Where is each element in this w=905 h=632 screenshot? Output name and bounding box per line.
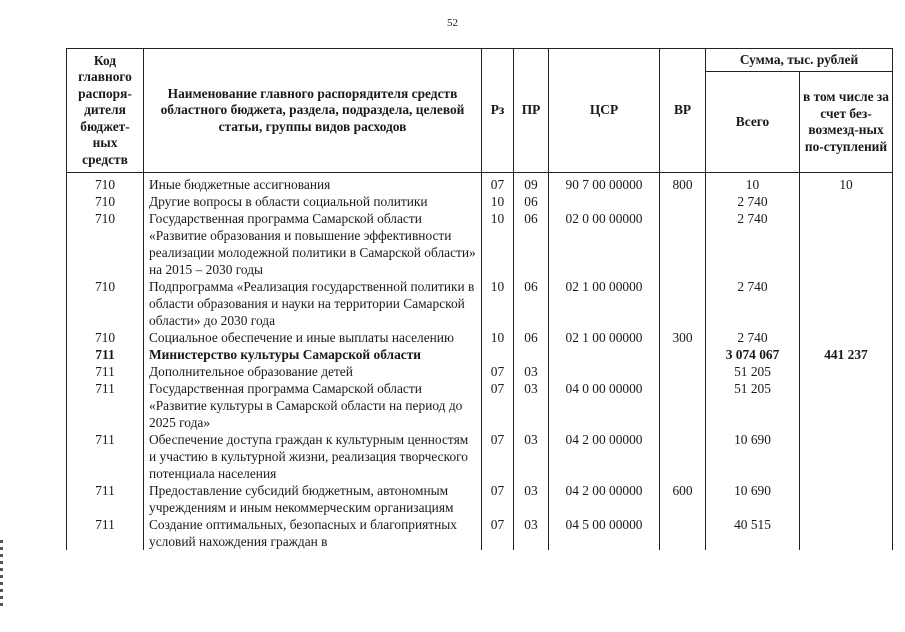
cell-free: 441 237	[800, 346, 893, 363]
table-row	[67, 363, 893, 380]
cell-pr: 06	[514, 329, 549, 346]
cell-pr: 06	[514, 193, 549, 210]
table-row	[67, 516, 893, 550]
cell-csr: 90 7 00 00000	[549, 173, 660, 194]
cell-free	[800, 380, 893, 431]
cell-rz: 07	[482, 516, 514, 550]
cell-name: Дополнительное образование детей	[144, 363, 482, 380]
page-number: 52	[447, 17, 458, 29]
header-free: в том числе за счет без-возмезд-ных по-ступлений	[800, 72, 893, 173]
cell-csr	[549, 346, 660, 363]
cell-code: 710	[67, 329, 144, 346]
cell-vr	[660, 363, 706, 380]
table-row	[67, 210, 893, 278]
header-vr: ВР	[660, 49, 706, 173]
cell-total: 2 740	[706, 210, 800, 278]
cell-pr: 06	[514, 278, 549, 329]
cell-vr	[660, 380, 706, 431]
scan-edge-artifact	[0, 540, 3, 610]
cell-rz: 07	[482, 431, 514, 482]
cell-total: 51 205	[706, 380, 800, 431]
cell-name: Иные бюджетные ассигнования	[144, 173, 482, 194]
table-row	[67, 278, 893, 329]
cell-name: Государственная программа Самарской области «Развитие образования и повышение эффективности реализации молодежной политики в Самарской области» на 2015 – 2030 годы	[144, 210, 482, 278]
cell-code: 710	[67, 173, 144, 194]
cell-rz	[482, 346, 514, 363]
cell-rz: 10	[482, 193, 514, 210]
cell-rz: 07	[482, 482, 514, 516]
cell-pr: 09	[514, 173, 549, 194]
table-row	[67, 329, 893, 346]
cell-name: Социальное обеспечение и иные выплаты населению	[144, 329, 482, 346]
cell-name: Предоставление субсидий бюджетным, автономным учреждениям и иным некоммерческим организациям	[144, 482, 482, 516]
cell-total: 51 205	[706, 363, 800, 380]
cell-total: 10 690	[706, 482, 800, 516]
cell-pr: 03	[514, 516, 549, 550]
cell-vr	[660, 431, 706, 482]
cell-free	[800, 193, 893, 210]
cell-pr	[514, 346, 549, 363]
cell-rz: 07	[482, 363, 514, 380]
cell-total: 2 740	[706, 329, 800, 346]
cell-rz: 07	[482, 380, 514, 431]
cell-code: 711	[67, 482, 144, 516]
cell-pr: 06	[514, 210, 549, 278]
cell-vr	[660, 346, 706, 363]
cell-code: 711	[67, 516, 144, 550]
cell-code: 711	[67, 363, 144, 380]
cell-pr: 03	[514, 482, 549, 516]
cell-rz: 10	[482, 210, 514, 278]
cell-rz: 10	[482, 329, 514, 346]
cell-vr	[660, 516, 706, 550]
cell-code: 711	[67, 380, 144, 431]
cell-name: Подпрограмма «Реализация государственной политики в области образования и науки на территории Самарской области» до 2030 года	[144, 278, 482, 329]
table-header	[67, 49, 893, 173]
cell-total: 2 740	[706, 193, 800, 210]
cell-csr: 02 0 00 00000	[549, 210, 660, 278]
cell-csr: 04 2 00 00000	[549, 482, 660, 516]
cell-free	[800, 516, 893, 550]
cell-rz: 07	[482, 173, 514, 194]
table-body	[67, 173, 893, 551]
cell-csr	[549, 363, 660, 380]
table-row	[67, 431, 893, 482]
cell-free	[800, 278, 893, 329]
header-csr: ЦСР	[549, 49, 660, 173]
cell-total: 10 690	[706, 431, 800, 482]
cell-free	[800, 482, 893, 516]
cell-code: 710	[67, 210, 144, 278]
header-total: Всего	[706, 72, 800, 173]
cell-free	[800, 431, 893, 482]
cell-total: 40 515	[706, 516, 800, 550]
budget-table	[66, 48, 893, 550]
cell-vr: 300	[660, 329, 706, 346]
table-row	[67, 173, 893, 194]
cell-name: Создание оптимальных, безопасных и благоприятных условий нахождения граждан в	[144, 516, 482, 550]
cell-code: 710	[67, 193, 144, 210]
cell-name: Обеспечение доступа граждан к культурным ценностям и участию в культурной жизни, реализация творческого потенциала населения	[144, 431, 482, 482]
cell-free	[800, 329, 893, 346]
cell-pr: 03	[514, 363, 549, 380]
cell-rz: 10	[482, 278, 514, 329]
cell-name: Государственная программа Самарской области «Развитие культуры в Самарской области на период до 2025 года»	[144, 380, 482, 431]
header-pr: ПР	[514, 49, 549, 173]
cell-pr: 03	[514, 380, 549, 431]
cell-code: 710	[67, 278, 144, 329]
cell-name: Министерство культуры Самарской области	[144, 346, 482, 363]
cell-total: 2 740	[706, 278, 800, 329]
header-rz: Рз	[482, 49, 514, 173]
header-code: Код главного распоря-дителя бюджет-ных средств	[67, 49, 144, 173]
header-sum: Сумма, тыс. рублей	[706, 49, 893, 72]
cell-name: Другие вопросы в области социальной политики	[144, 193, 482, 210]
cell-vr	[660, 193, 706, 210]
cell-free: 10	[800, 173, 893, 194]
cell-vr	[660, 210, 706, 278]
cell-csr: 02 1 00 00000	[549, 329, 660, 346]
cell-free	[800, 210, 893, 278]
cell-csr	[549, 193, 660, 210]
cell-vr: 600	[660, 482, 706, 516]
cell-vr	[660, 278, 706, 329]
cell-free	[800, 363, 893, 380]
table-row	[67, 482, 893, 516]
header-name: Наименование главного распорядителя средств областного бюджета, раздела, подраздела, целевой статьи, группы видов расходов	[144, 49, 482, 173]
cell-total: 10	[706, 173, 800, 194]
cell-pr: 03	[514, 431, 549, 482]
table-row	[67, 346, 893, 363]
cell-vr: 800	[660, 173, 706, 194]
cell-code: 711	[67, 346, 144, 363]
cell-csr: 04 2 00 00000	[549, 431, 660, 482]
table-row	[67, 193, 893, 210]
cell-code: 711	[67, 431, 144, 482]
table-row	[67, 380, 893, 431]
cell-total: 3 074 067	[706, 346, 800, 363]
cell-csr: 04 0 00 00000	[549, 380, 660, 431]
cell-csr: 04 5 00 00000	[549, 516, 660, 550]
cell-csr: 02 1 00 00000	[549, 278, 660, 329]
